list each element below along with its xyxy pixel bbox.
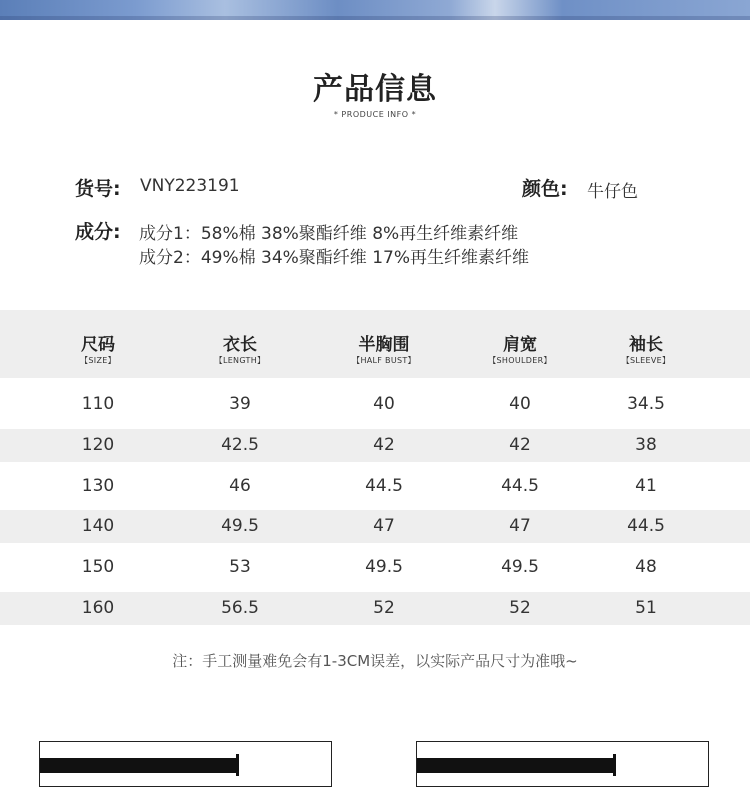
cell-length: 42.5 bbox=[221, 435, 259, 455]
cell-sleeve: 48 bbox=[635, 557, 657, 577]
measurement-note: 注：手工测量难免会有1-3CM误差，以实际产品尺寸为准哦~ bbox=[172, 652, 578, 670]
header-size-en: 【SIZE】 bbox=[80, 356, 116, 365]
sku-label: 货号: bbox=[75, 178, 121, 200]
cell-size: 130 bbox=[81, 476, 115, 496]
sku-value: VNY223191 bbox=[140, 176, 240, 196]
table-row bbox=[0, 510, 750, 543]
header-sleeve: 袖长 bbox=[629, 335, 663, 355]
gauge-tick bbox=[236, 754, 239, 776]
cell-length: 39 bbox=[229, 394, 251, 414]
cell-length: 46 bbox=[229, 476, 251, 496]
cell-half-bust: 49.5 bbox=[365, 557, 403, 577]
table-row bbox=[0, 429, 750, 462]
cell-length: 49.5 bbox=[221, 516, 259, 536]
cell-length: 56.5 bbox=[221, 598, 259, 618]
page-subtitle: * PRODUCE INFO * bbox=[333, 110, 417, 119]
header-shoulder-en: 【SHOULDER】 bbox=[488, 356, 552, 365]
gauge-bar bbox=[40, 758, 238, 773]
header-half-bust-en: 【HALF BUST】 bbox=[352, 356, 416, 365]
cell-half-bust: 47 bbox=[373, 516, 395, 536]
page-title: 产品信息 bbox=[313, 72, 437, 107]
cell-half-bust: 44.5 bbox=[365, 476, 403, 496]
cell-shoulder: 40 bbox=[509, 394, 531, 414]
composition-line-2: 成分2：49%棉 34%聚酯纤维 17%再生纤维素纤维 bbox=[139, 248, 529, 268]
table-row bbox=[0, 470, 750, 503]
color-label: 颜色: bbox=[522, 178, 568, 200]
gauge-box-1 bbox=[39, 741, 332, 787]
cell-shoulder: 44.5 bbox=[501, 476, 539, 496]
cell-size: 120 bbox=[81, 435, 115, 455]
gauge-bar bbox=[417, 758, 615, 773]
header-size: 尺码 bbox=[81, 335, 115, 355]
cell-length: 53 bbox=[229, 557, 251, 577]
cell-sleeve: 34.5 bbox=[627, 394, 665, 414]
cell-half-bust: 42 bbox=[373, 435, 395, 455]
composition-line-1: 成分1：58%棉 38%聚酯纤维 8%再生纤维素纤维 bbox=[139, 224, 519, 244]
header-length-en: 【LENGTH】 bbox=[214, 356, 266, 365]
cell-size: 140 bbox=[81, 516, 115, 536]
table-row bbox=[0, 592, 750, 625]
cell-size: 110 bbox=[81, 394, 115, 414]
table-row bbox=[0, 388, 750, 421]
denim-photo-strip bbox=[0, 0, 750, 20]
size-table-header bbox=[0, 310, 750, 378]
cell-shoulder: 49.5 bbox=[501, 557, 539, 577]
composition-label: 成分: bbox=[75, 221, 121, 243]
cell-sleeve: 38 bbox=[635, 435, 657, 455]
header-length: 衣长 bbox=[223, 335, 257, 355]
cell-shoulder: 42 bbox=[509, 435, 531, 455]
gauge-box-2 bbox=[416, 741, 709, 787]
cell-sleeve: 51 bbox=[635, 598, 657, 618]
color-value: 牛仔色 bbox=[587, 182, 638, 202]
header-half-bust: 半胸围 bbox=[358, 335, 410, 355]
cell-size: 150 bbox=[81, 557, 115, 577]
header-sleeve-en: 【SLEEVE】 bbox=[621, 356, 671, 365]
cell-shoulder: 47 bbox=[509, 516, 531, 536]
cell-sleeve: 44.5 bbox=[627, 516, 665, 536]
cell-size: 160 bbox=[81, 598, 115, 618]
cell-half-bust: 52 bbox=[373, 598, 395, 618]
table-row bbox=[0, 551, 750, 584]
header-shoulder: 肩宽 bbox=[503, 335, 537, 355]
cell-half-bust: 40 bbox=[373, 394, 395, 414]
cell-shoulder: 52 bbox=[509, 598, 531, 618]
cell-sleeve: 41 bbox=[635, 476, 657, 496]
gauge-tick bbox=[613, 754, 616, 776]
